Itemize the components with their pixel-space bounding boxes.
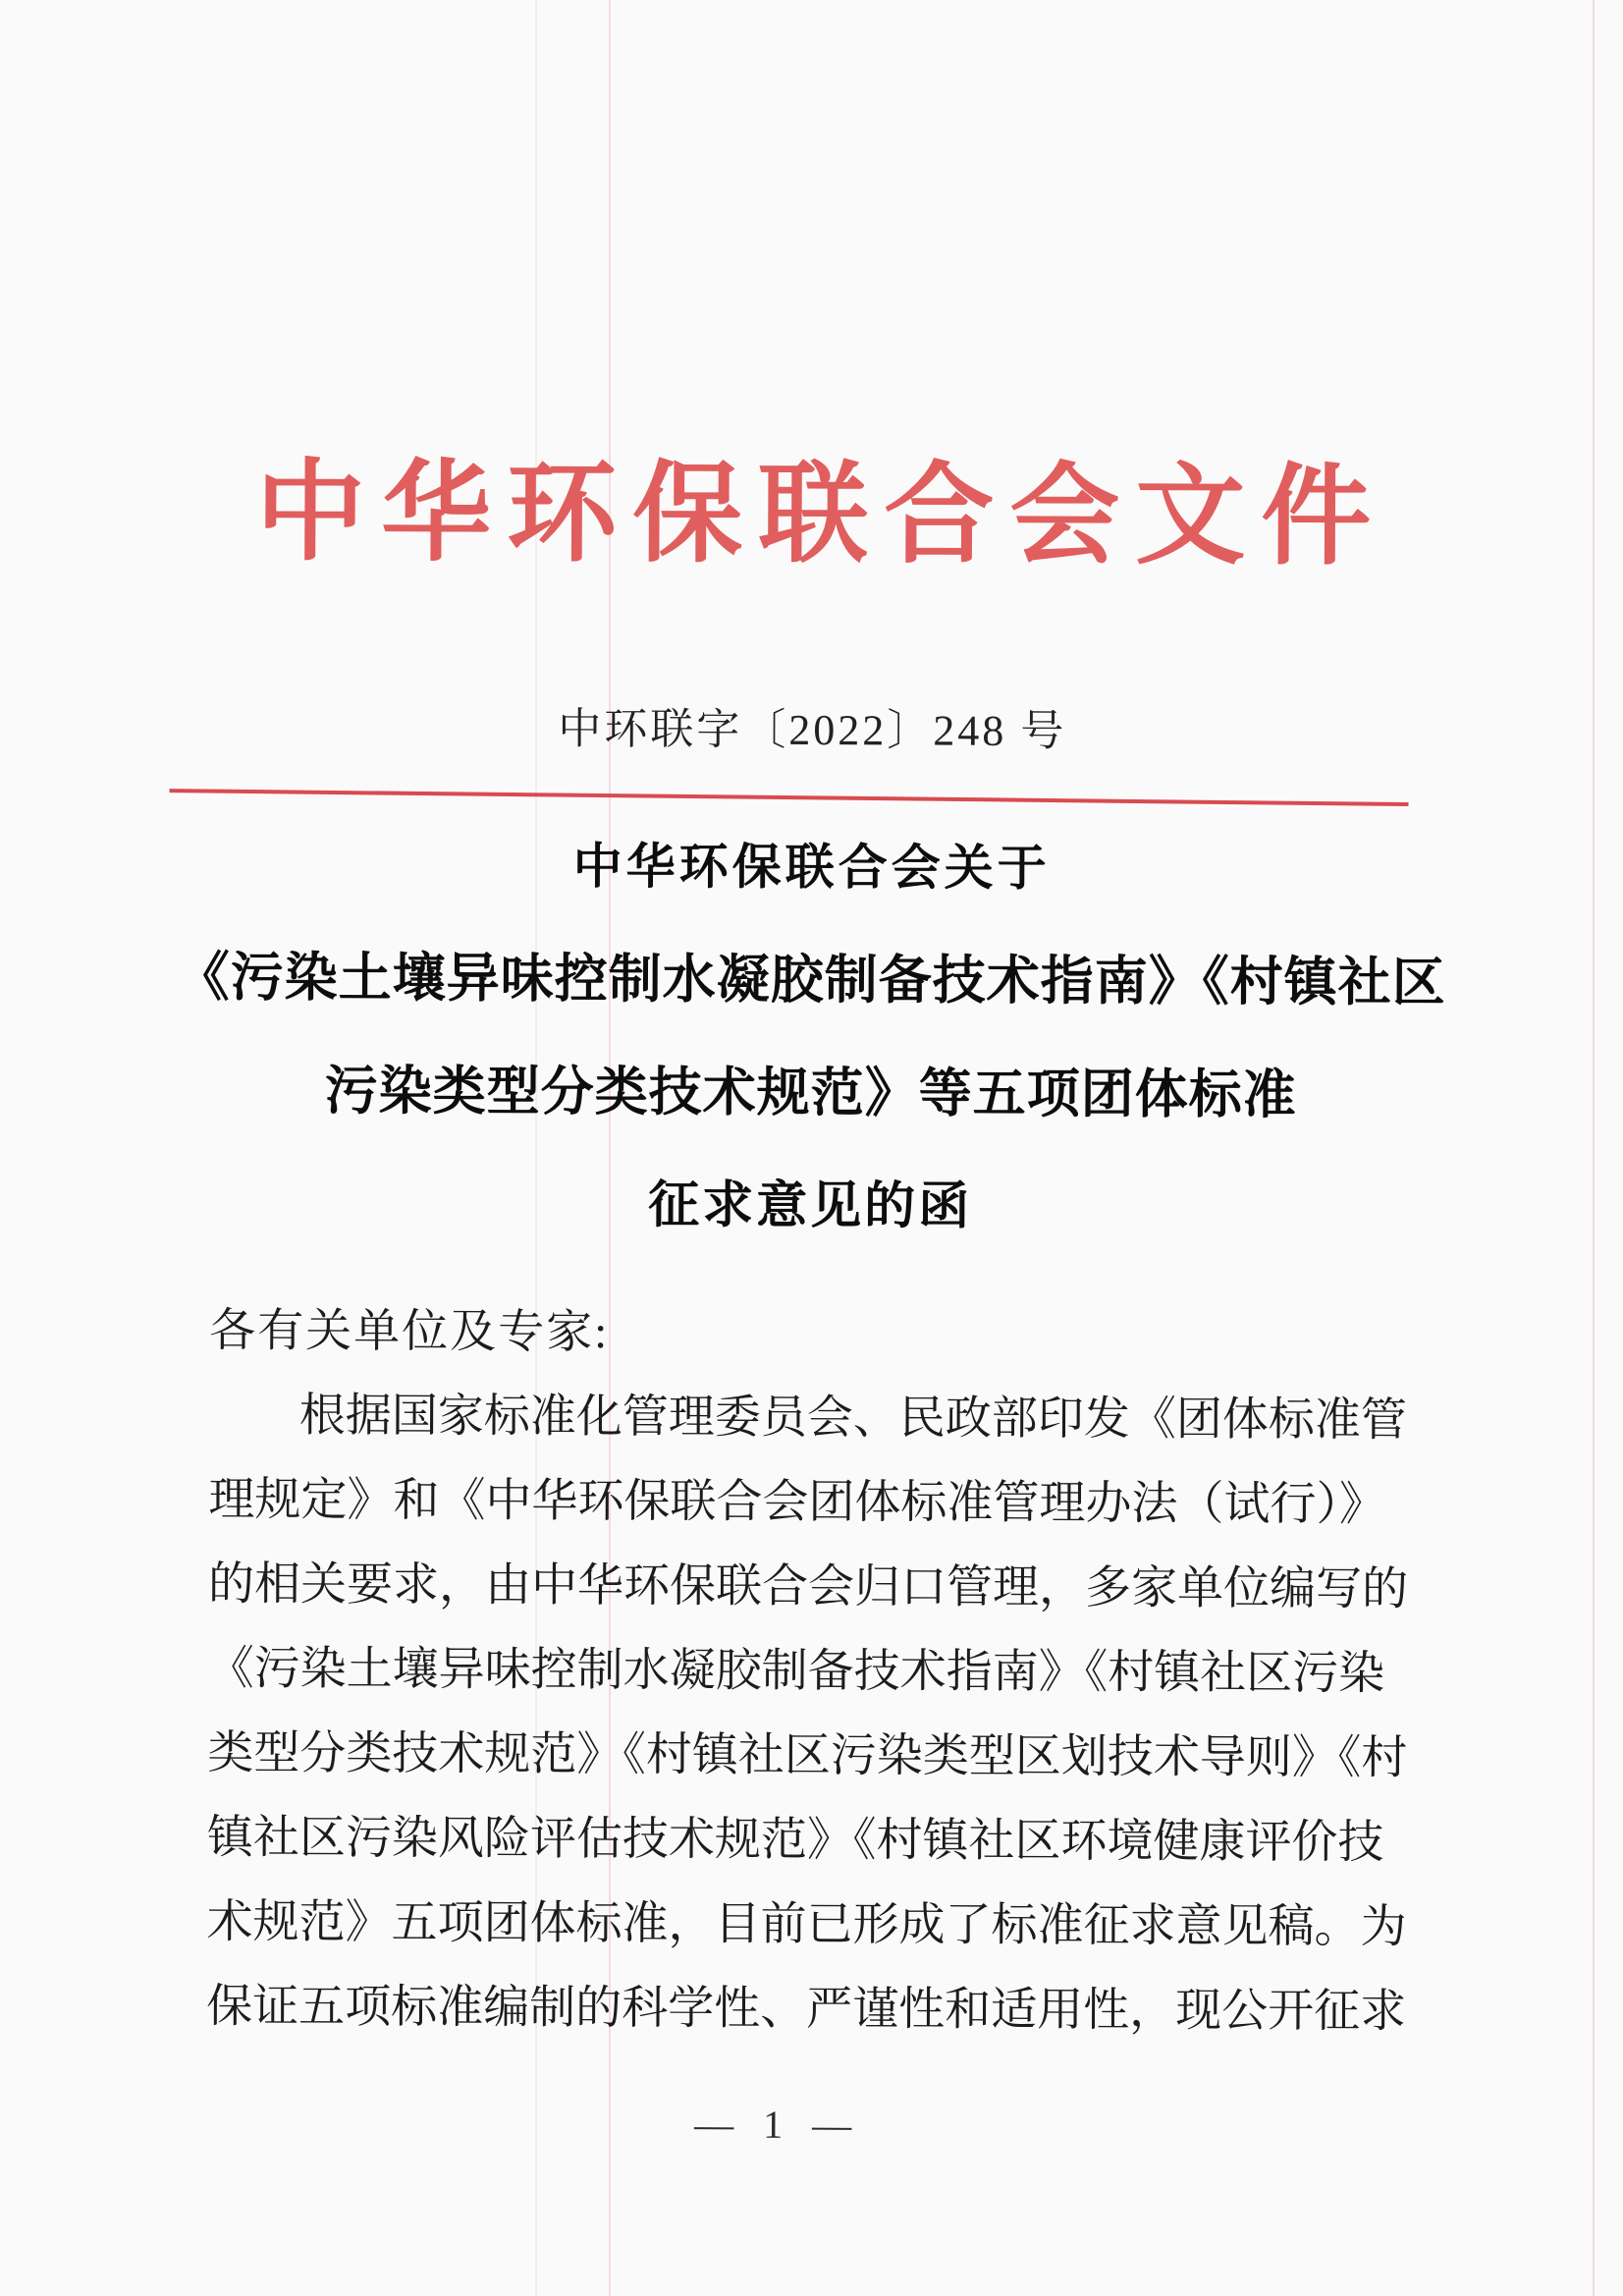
document-title-line: 污染类型分类技术规范》等五项团体标准 [324,1061,1297,1125]
body-text-line: 类型分类技术规范》《村镇社区污染类型区划技术导则》《村 [207,1727,1408,1784]
document-title [0,807,1623,1266]
body-text-line: 镇社区污染风险评估技术规范》《村镇社区环境健康评价技 [206,1812,1384,1869]
body-text-line: 《污染土壤异味控制水凝胶制备技术指南》《村镇社区污染 [207,1643,1385,1700]
page-number: — 1 — [694,2102,862,2148]
body-text-line: 保证五项标准编制的科学性、严谨性和适用性，现公开征求 [206,1981,1407,2038]
letterhead-org-title: 中华环保联合会文件 [255,452,1387,579]
document-title-line: 《污染土壤异味控制水凝胶制备技术指南》《村镇社区 [176,948,1446,1012]
body-text-line: 理规定》和《中华环保联合会团体标准管理办法（试行）》 [208,1474,1386,1531]
body-text-line: 的相关要求，由中华环保联合会归口管理，多家单位编写的 [207,1558,1409,1615]
letterhead-red-divider [170,789,1409,806]
document-title-line: 征求意见的函 [648,1177,973,1235]
body-text-line: 术规范》五项团体标准，目前已形成了标准征求意见稿。为 [206,1896,1407,1953]
document-title-line: 中华环保联合会关于 [572,838,1051,897]
body-text-line: 根据国家标准化管理委员会、民政部印发《团体标准管 [298,1390,1407,1447]
salutation-line: 各有关单位及专家: [209,1305,610,1359]
document-reference-number: 中环联字〔2022〕248 号 [558,704,1067,756]
document-body [206,1288,1409,2053]
